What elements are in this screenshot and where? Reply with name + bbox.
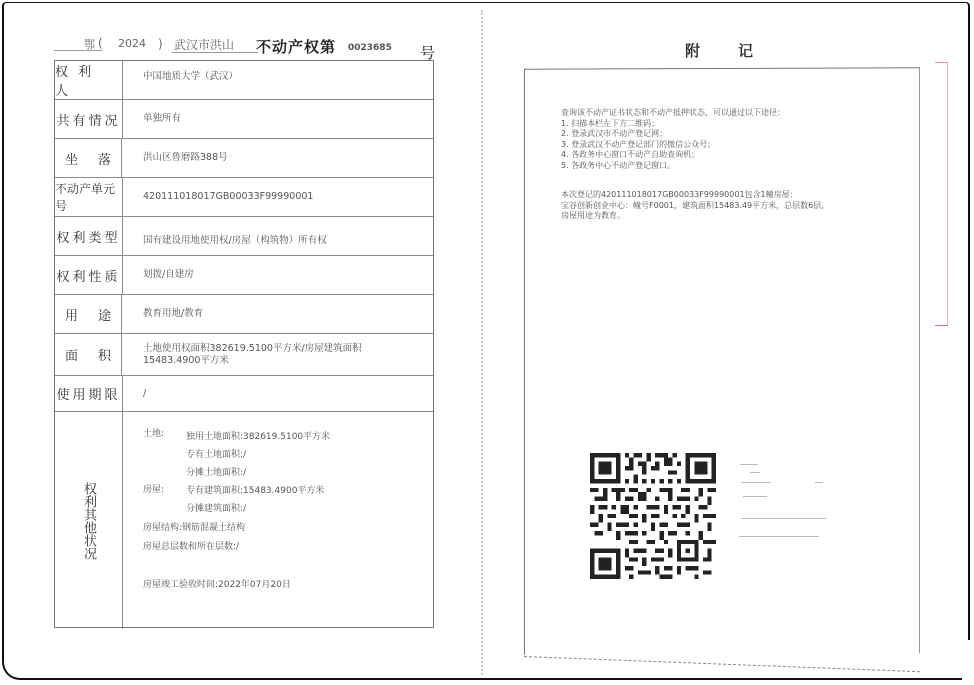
certificate-title: 不动产权第 [256, 38, 337, 56]
house-structure: 房屋结构:钢筋混凝土结构 [143, 523, 246, 533]
land-shared-area: 分摊土地面积:/ [186, 468, 247, 478]
registration-note [561, 190, 829, 222]
table-row [55, 217, 433, 256]
row-value: 国有建设用地使用权/房屋（构筑物）所有权 [143, 235, 327, 246]
row-label: 不动产单元号 [55, 178, 123, 216]
query-intro: 查询该不动产证书状态和不动产抵押状态，可以通过以下途径： [561, 108, 785, 117]
row-value: 教育用地/教育 [143, 308, 204, 319]
property-rights-table [54, 60, 434, 628]
table-row [55, 100, 433, 139]
row-label-char: 积 [97, 349, 111, 364]
other-status-label [55, 412, 123, 629]
annotation-title-char: 附 [685, 42, 701, 60]
house-private-area: 专有建筑面积:15483.4900平方米 [186, 486, 325, 496]
completion-date: 房屋竣工验收时间:2022年07月20日 [143, 580, 291, 590]
row-value: / [143, 387, 147, 399]
land-label: 土地: [143, 429, 165, 439]
certificate-header [52, 34, 442, 60]
registration-line: 房屋用途为教育。 [561, 211, 625, 220]
paren-close: ) [158, 37, 163, 51]
row-value: 中国地质大学（武汉） [143, 71, 239, 82]
row-value: 单独所有 [143, 113, 182, 124]
table-row [55, 178, 433, 217]
certificate-suffix: 号 [420, 44, 436, 62]
table-row [55, 61, 433, 100]
row-label-char: 面 [65, 349, 79, 364]
table-row [55, 376, 433, 412]
certificate-number: 0023685 [348, 43, 392, 53]
registration-line: 宝谷创新创业中心：幢号F0001，建筑面积15483.49平方米，总层数6层， [561, 200, 830, 210]
annotation-title [685, 40, 753, 61]
row-value: 土地使用权面积382619.5100平方米/房屋建筑面积15483.4900平方米 [143, 342, 362, 366]
query-instructions [561, 108, 785, 171]
query-item: 5. 各政务中心不动产登记窗口。 [561, 160, 676, 170]
row-label-char: 途 [97, 308, 111, 324]
house-label: 房屋: [143, 485, 165, 495]
scan-edge [962, 640, 974, 685]
row-label: 权利人 [55, 61, 123, 99]
table-row [55, 334, 433, 376]
other-status-label-text: 权利其他状况 [81, 481, 96, 560]
query-item: 3. 登录武汉不动产登记部门的微信公众号； [561, 139, 716, 149]
row-label-char: 落 [97, 152, 111, 168]
query-item: 4. 各政务中心窗口不动产自助查询机； [561, 150, 700, 159]
row-label-char: 坐 [65, 152, 79, 168]
seal-edge-mark [935, 62, 948, 326]
land-private-area: 专有土地面积:/ [186, 450, 247, 460]
certificate-city: 武汉市洪山 [174, 38, 235, 52]
house-shared-area: 分摊建筑面积:/ [186, 504, 247, 514]
row-label-char: 用 [65, 308, 79, 324]
row-value: 420111018017GB00033F99990001 [143, 191, 314, 202]
query-item: 1. 扫描本栏左下方二维码； [561, 118, 660, 128]
underline [172, 52, 258, 53]
table-row [55, 295, 433, 334]
query-item: 2. 登录武汉市不动产登记网； [561, 129, 668, 138]
registration-line: 本次登记的420111018017GB00033F99990001包含1幢房屋： [561, 190, 798, 199]
page-fold [481, 10, 483, 675]
house-floors: 房屋总层数和所在层数:/ [143, 542, 240, 552]
province-abbr: 鄂 [84, 38, 95, 51]
qr-code-icon[interactable] [589, 453, 717, 579]
row-label [55, 295, 122, 333]
row-label [55, 334, 122, 375]
row-label [55, 139, 122, 177]
annotation-title-char: 记 [738, 42, 754, 60]
paren-open: ( [98, 36, 103, 50]
row-value: 划拨/自建房 [143, 269, 194, 280]
faded-text-block [735, 460, 830, 570]
row-label: 权利类型 [55, 217, 123, 255]
row-label: 共有情况 [55, 100, 123, 138]
row-label: 权利性质 [55, 256, 123, 294]
table-row [55, 139, 433, 178]
land-exclusive-area: 独用土地面积:382619.5100平方米 [186, 432, 331, 442]
table-row [55, 256, 433, 295]
certificate-year: 2024 [118, 37, 146, 50]
row-value: 洪山区鲁磨路388号 [143, 152, 228, 163]
row-label: 使用期限 [55, 376, 123, 411]
other-status-row [55, 412, 433, 629]
